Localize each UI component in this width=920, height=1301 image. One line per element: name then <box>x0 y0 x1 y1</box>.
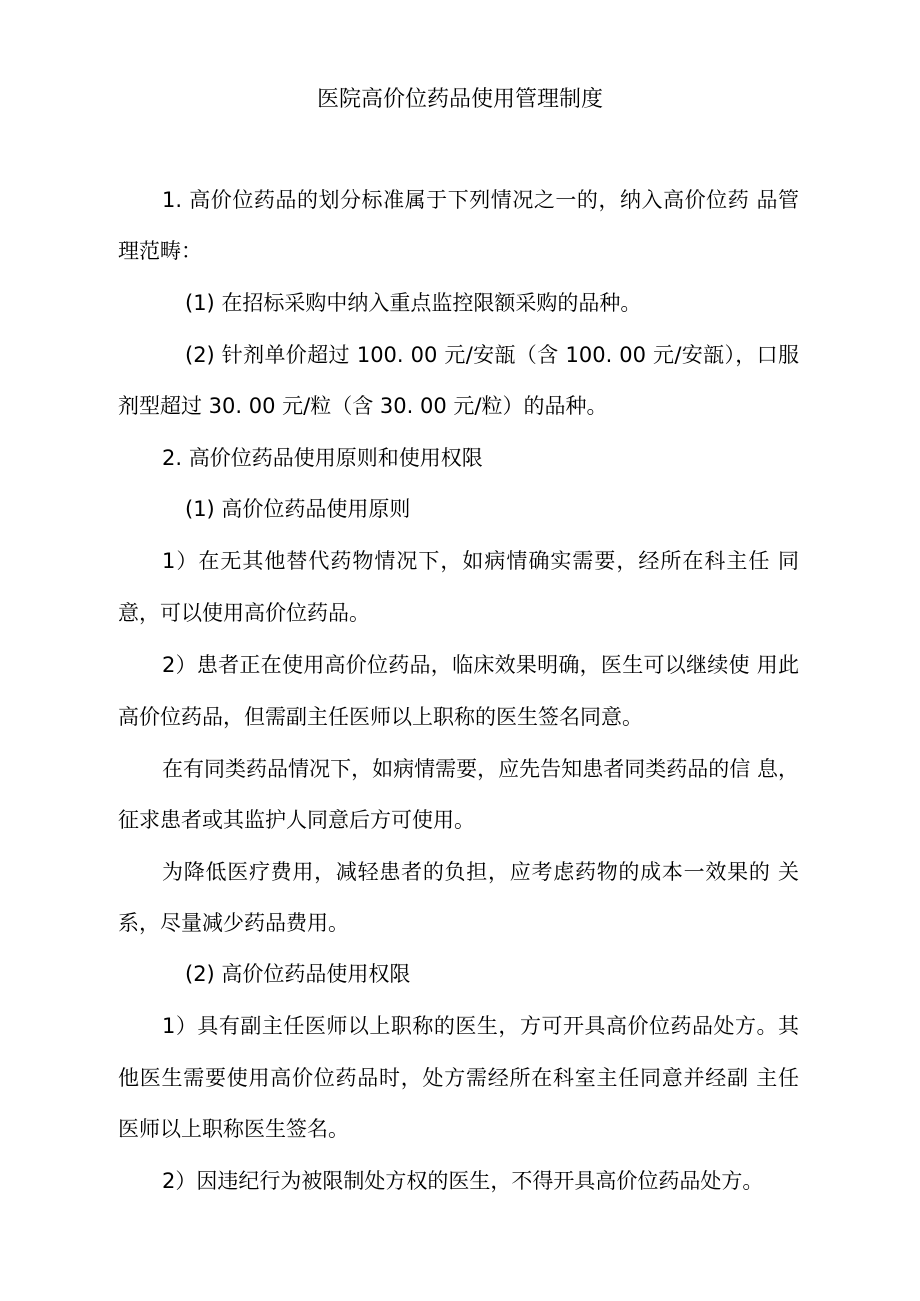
paragraph-line: (1) 在招标采购中纳入重点监控限额采购的品种。 <box>185 291 642 315</box>
paragraph-line: 2. 高价位药品使用原则和使用权限 <box>162 446 483 470</box>
paragraph-line: 在有同类药品情况下，如病情需要，应先告知患者同类药品的信 息， <box>162 757 799 781</box>
paragraph-line: 1）具有副主任医师以上职称的医生，方可开具高价位药品处方。其 <box>162 1014 799 1038</box>
paragraph-line: (2) 高价位药品使用权限 <box>185 962 411 986</box>
paragraph-line: 1）在无其他替代药物情况下，如病情确实需要，经所在科主任 同 <box>162 549 799 573</box>
paragraph-line: 2）患者正在使用高价位药品，临床效果明确，医生可以继续使 用此 <box>162 653 799 677</box>
paragraph-line: 意，可以使用高价位药品。 <box>118 601 370 625</box>
paragraph-line: (2) 针剂单价超过 100. 00 元/安瓿（含 100. 00 元/安瓿），口服 <box>185 343 799 367</box>
paragraph-line: (1) 高价位药品使用原则 <box>185 497 411 521</box>
paragraph-line: 他医生需要使用高价位药品时，处方需经所在科室主任同意并经副 主任 <box>118 1066 799 1090</box>
paragraph-line: 医师以上职称医生签名。 <box>118 1117 349 1141</box>
paragraph-line: 剂型超过 30. 00 元/粒（含 30. 00 元/粒）的品种。 <box>118 394 608 418</box>
paragraph-line: 高价位药品，但需副主任医师以上职称的医生签名同意。 <box>118 705 643 729</box>
paragraph-line: 系，尽量减少药品费用。 <box>118 911 349 935</box>
paragraph-line: 1. 高价位药品的划分标准属于下列情况之一的，纳入高价位药 品管 <box>162 188 799 212</box>
paragraph-line: 2）因违纪行为被限制处方权的医生，不得开具高价位药品处方。 <box>162 1169 764 1193</box>
paragraph-line: 征求患者或其监护人同意后方可使用。 <box>118 808 475 832</box>
paragraph-line: 为降低医疗费用，减轻患者的负担，应考虑药物的成本一效果的 关 <box>162 860 799 884</box>
paragraph-line: 理范畴： <box>118 239 202 263</box>
document-title: 医院高价位药品使用管理制度 <box>316 87 603 112</box>
